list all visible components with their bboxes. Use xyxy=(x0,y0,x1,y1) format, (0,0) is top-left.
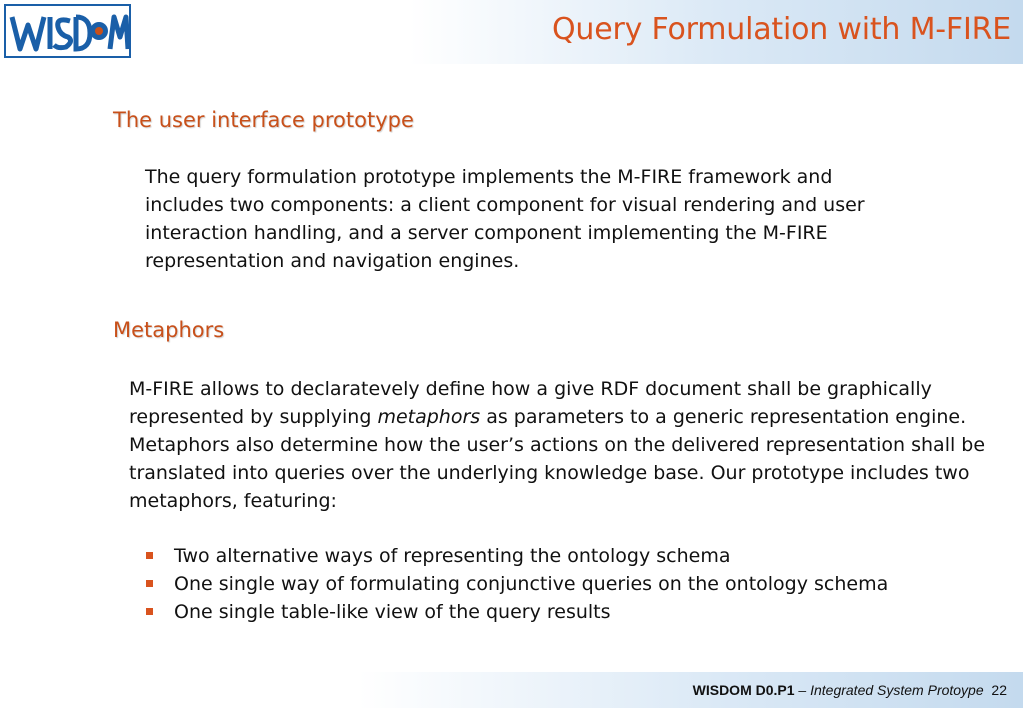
section-heading-metaphors: Metaphors xyxy=(113,318,225,342)
footer-doc-title: – Integrated System Protoype xyxy=(794,682,984,698)
bullet-square-icon xyxy=(146,580,153,587)
bullet-square-icon xyxy=(146,608,153,615)
list-item-text: One single table-like view of the query results xyxy=(174,601,611,623)
paragraph-metaphors xyxy=(129,375,989,515)
wisdom-logo xyxy=(4,3,131,59)
list-item xyxy=(144,570,888,598)
bullet-square-icon xyxy=(146,552,153,559)
list-item xyxy=(144,542,888,570)
section-heading-ui-prototype: The user interface prototype xyxy=(113,108,414,132)
list-item-text: Two alternative ways of representing the ontology schema xyxy=(174,545,731,567)
paragraph-emphasis: metaphors xyxy=(377,406,481,428)
feature-list xyxy=(144,542,888,626)
paragraph-ui-prototype: The query formulation prototype implements the M-FIRE framework and includes two components: a client component for visual rendering and user interaction handling, and a server component implementing the M-FIRE representation and navigation engines. xyxy=(145,166,865,272)
list-item xyxy=(144,598,888,626)
slide-header xyxy=(0,0,1023,64)
paragraph-text: as parameters to a generic representation engine. Metaphors also determine how the user’s actions on the delivered representation shall be translated into queries over the underlying knowledge base. Our prototype includes two metaphors, featuring: xyxy=(129,406,986,512)
slide-footer xyxy=(0,672,1023,708)
footer-text xyxy=(693,682,1007,698)
list-item-text: One single way of formulating conjunctive queries on the ontology schema xyxy=(174,573,889,595)
paragraph-text: M-FIRE allows to declaratevely define how a give RDF document shall be graphically represented by supplying xyxy=(129,378,932,428)
footer-doc-id: WISDOM D0.P1 xyxy=(692,682,795,698)
page-number: 22 xyxy=(991,682,1007,698)
slide-title: Query Formulation with M-FIRE xyxy=(551,12,1011,47)
